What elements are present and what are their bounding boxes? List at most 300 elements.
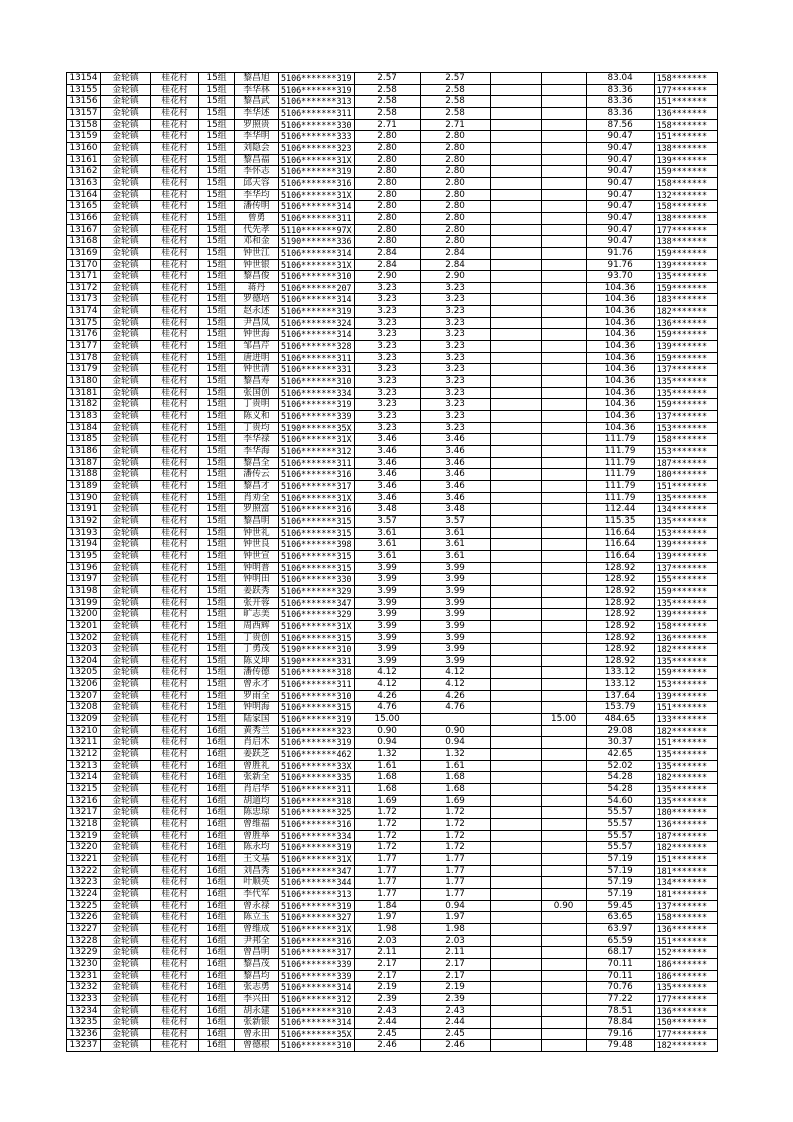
cell-amount: 57.19	[586, 865, 654, 877]
cell-area: 1.77	[354, 853, 420, 865]
cell-row-number: 13203	[67, 644, 101, 656]
cell-village: 桂花村	[151, 84, 199, 96]
cell-id-number: 5106*******319	[279, 737, 355, 749]
cell-area-a: 2.58	[420, 96, 490, 108]
cell-id-number: 5106*******339	[279, 970, 355, 982]
cell-township: 金轮镇	[101, 317, 151, 329]
cell-group: 15组	[199, 620, 235, 632]
cell-amount: 104.36	[586, 306, 654, 318]
cell-township: 金轮镇	[101, 434, 151, 446]
cell-row-number: 13234	[67, 1005, 101, 1017]
cell-name: 丁贵均	[235, 422, 279, 434]
table-row	[67, 562, 718, 574]
cell-phone: 158*******	[654, 434, 717, 446]
cell-row-number: 13196	[67, 562, 101, 574]
cell-group: 16组	[199, 935, 235, 947]
cell-group: 15组	[199, 387, 235, 399]
cell-group: 16组	[199, 772, 235, 784]
cell-area-a: 2.39	[420, 993, 490, 1005]
cell-group: 15组	[199, 201, 235, 213]
cell-name: 曾德根	[235, 1040, 279, 1052]
cell-phone: 151*******	[654, 131, 717, 143]
cell-group: 15组	[199, 177, 235, 189]
cell-amount: 104.36	[586, 387, 654, 399]
cell-area-a: 2.80	[420, 131, 490, 143]
cell-group: 15组	[199, 119, 235, 131]
cell-area: 2.90	[354, 271, 420, 283]
table-row	[67, 364, 718, 376]
cell-phone: 159*******	[654, 247, 717, 259]
cell-area-b	[490, 993, 541, 1005]
cell-row-number: 13180	[67, 376, 101, 388]
cell-village: 桂花村	[151, 749, 199, 761]
cell-id-number: 5106*******312	[279, 446, 355, 458]
cell-group: 16组	[199, 888, 235, 900]
cell-area: 1.72	[354, 830, 420, 842]
cell-village: 桂花村	[151, 236, 199, 248]
cell-area-b	[490, 446, 541, 458]
cell-township: 金轮镇	[101, 84, 151, 96]
cell-id-number: 5106*******330	[279, 119, 355, 131]
cell-id-number: 5106*******31X	[279, 853, 355, 865]
cell-area: 3.99	[354, 609, 420, 621]
cell-amount: 133.12	[586, 679, 654, 691]
cell-row-number: 13233	[67, 993, 101, 1005]
table-row	[67, 119, 718, 131]
cell-village: 桂花村	[151, 807, 199, 819]
cell-id-number: 5106*******311	[279, 352, 355, 364]
cell-id-number: 5106*******315	[279, 702, 355, 714]
cell-name: 钟明普	[235, 562, 279, 574]
cell-area: 3.99	[354, 620, 420, 632]
cell-township: 金轮镇	[101, 247, 151, 259]
cell-township: 金轮镇	[101, 550, 151, 562]
cell-township: 金轮镇	[101, 166, 151, 178]
table-row	[67, 73, 718, 85]
cell-township: 金轮镇	[101, 842, 151, 854]
cell-area-a: 3.48	[420, 504, 490, 516]
cell-area-c	[541, 912, 586, 924]
cell-phone: 139*******	[654, 539, 717, 551]
cell-name: 曾胜礼	[235, 760, 279, 772]
cell-area: 3.23	[354, 341, 420, 353]
cell-area: 2.80	[354, 201, 420, 213]
cell-phone: 135*******	[654, 271, 717, 283]
cell-id-number: 5106*******319	[279, 399, 355, 411]
cell-area-c	[541, 550, 586, 562]
cell-area-c	[541, 84, 586, 96]
cell-area-a: 3.99	[420, 632, 490, 644]
cell-group: 16组	[199, 853, 235, 865]
cell-area-b	[490, 772, 541, 784]
cell-amount: 83.36	[586, 96, 654, 108]
cell-amount: 116.64	[586, 527, 654, 539]
cell-group: 16组	[199, 737, 235, 749]
table-row	[67, 317, 718, 329]
cell-area-a: 0.90	[420, 725, 490, 737]
cell-area-c	[541, 644, 586, 656]
cell-name: 曾昌明	[235, 947, 279, 959]
cell-id-number: 5190*******35X	[279, 422, 355, 434]
cell-township: 金轮镇	[101, 539, 151, 551]
cell-village: 桂花村	[151, 224, 199, 236]
cell-amount: 133.12	[586, 667, 654, 679]
cell-amount: 55.57	[586, 842, 654, 854]
cell-area: 2.44	[354, 1017, 420, 1029]
cell-area-b	[490, 457, 541, 469]
cell-row-number: 13213	[67, 760, 101, 772]
cell-group: 15组	[199, 131, 235, 143]
cell-amount: 128.92	[586, 597, 654, 609]
cell-row-number: 13236	[67, 1028, 101, 1040]
cell-amount: 70.11	[586, 958, 654, 970]
cell-amount: 115.35	[586, 515, 654, 527]
cell-amount: 70.76	[586, 982, 654, 994]
cell-area: 3.99	[354, 655, 420, 667]
cell-village: 桂花村	[151, 585, 199, 597]
cell-township: 金轮镇	[101, 119, 151, 131]
cell-id-number: 5106*******319	[279, 84, 355, 96]
cell-group: 16组	[199, 947, 235, 959]
cell-amount: 57.19	[586, 877, 654, 889]
cell-area-b	[490, 434, 541, 446]
cell-village: 桂花村	[151, 923, 199, 935]
cell-phone: 153*******	[654, 446, 717, 458]
cell-village: 桂花村	[151, 212, 199, 224]
cell-township: 金轮镇	[101, 597, 151, 609]
cell-area-a: 3.23	[420, 411, 490, 423]
table-row	[67, 166, 718, 178]
cell-phone: 136*******	[654, 632, 717, 644]
cell-area: 1.69	[354, 795, 420, 807]
cell-area-b	[490, 1017, 541, 1029]
cell-name: 尹昌凤	[235, 317, 279, 329]
cell-area: 2.80	[354, 142, 420, 154]
cell-row-number: 13210	[67, 725, 101, 737]
cell-id-number: 5106*******317	[279, 947, 355, 959]
cell-amount: 104.36	[586, 329, 654, 341]
cell-row-number: 13217	[67, 807, 101, 819]
cell-phone: 182*******	[654, 644, 717, 656]
cell-amount: 54.28	[586, 784, 654, 796]
cell-village: 桂花村	[151, 189, 199, 201]
cell-name: 钟世宣	[235, 550, 279, 562]
cell-township: 金轮镇	[101, 446, 151, 458]
cell-group: 16组	[199, 784, 235, 796]
cell-id-number: 5106*******312	[279, 993, 355, 1005]
cell-area-a: 0.94	[420, 737, 490, 749]
cell-amount: 68.17	[586, 947, 654, 959]
cell-amount: 42.65	[586, 749, 654, 761]
cell-name: 肖劝全	[235, 492, 279, 504]
cell-area-a: 3.61	[420, 527, 490, 539]
cell-township: 金轮镇	[101, 329, 151, 341]
cell-village: 桂花村	[151, 760, 199, 772]
cell-village: 桂花村	[151, 819, 199, 831]
cell-area-b	[490, 609, 541, 621]
cell-area: 1.72	[354, 807, 420, 819]
cell-amount: 70.11	[586, 970, 654, 982]
cell-name: 胡永建	[235, 1005, 279, 1017]
cell-township: 金轮镇	[101, 737, 151, 749]
cell-group: 15组	[199, 189, 235, 201]
cell-phone: 152*******	[654, 947, 717, 959]
cell-area-b	[490, 877, 541, 889]
cell-area-a: 1.72	[420, 830, 490, 842]
cell-village: 桂花村	[151, 912, 199, 924]
cell-row-number: 13161	[67, 154, 101, 166]
cell-row-number: 13224	[67, 888, 101, 900]
cell-township: 金轮镇	[101, 760, 151, 772]
cell-amount: 104.36	[586, 341, 654, 353]
cell-area-c	[541, 492, 586, 504]
cell-area: 3.23	[354, 352, 420, 364]
cell-village: 桂花村	[151, 877, 199, 889]
cell-area: 3.61	[354, 527, 420, 539]
cell-village: 桂花村	[151, 1028, 199, 1040]
cell-area-b	[490, 923, 541, 935]
cell-phone: 187*******	[654, 830, 717, 842]
cell-township: 金轮镇	[101, 282, 151, 294]
cell-group: 15组	[199, 667, 235, 679]
cell-township: 金轮镇	[101, 993, 151, 1005]
table-row	[67, 446, 718, 458]
cell-phone: 137*******	[654, 900, 717, 912]
cell-group: 15组	[199, 376, 235, 388]
cell-row-number: 13154	[67, 73, 101, 85]
cell-village: 桂花村	[151, 795, 199, 807]
cell-area-c	[541, 1017, 586, 1029]
cell-amount: 104.36	[586, 317, 654, 329]
cell-name: 黎昌寿	[235, 376, 279, 388]
cell-village: 桂花村	[151, 772, 199, 784]
cell-area-c	[541, 807, 586, 819]
cell-id-number: 5106*******315	[279, 527, 355, 539]
cell-area-b	[490, 842, 541, 854]
cell-area-c	[541, 1028, 586, 1040]
cell-township: 金轮镇	[101, 364, 151, 376]
cell-village: 桂花村	[151, 504, 199, 516]
table-row	[67, 154, 718, 166]
cell-village: 桂花村	[151, 714, 199, 726]
cell-area: 2.80	[354, 236, 420, 248]
cell-area-c	[541, 1005, 586, 1017]
cell-name: 丁贵明	[235, 399, 279, 411]
cell-phone: 135*******	[654, 655, 717, 667]
table-row	[67, 644, 718, 656]
cell-name: 张开蓉	[235, 597, 279, 609]
table-row	[67, 84, 718, 96]
cell-amount: 128.92	[586, 585, 654, 597]
cell-area-a: 3.99	[420, 644, 490, 656]
cell-area-a: 3.23	[420, 364, 490, 376]
cell-village: 桂花村	[151, 632, 199, 644]
cell-phone: 135*******	[654, 795, 717, 807]
cell-row-number: 13159	[67, 131, 101, 143]
cell-area-b	[490, 819, 541, 831]
cell-name: 黎昌茂	[235, 958, 279, 970]
cell-amount: 116.64	[586, 550, 654, 562]
cell-phone: 136*******	[654, 923, 717, 935]
cell-area: 4.26	[354, 690, 420, 702]
cell-row-number: 13195	[67, 550, 101, 562]
cell-name: 张新银	[235, 1017, 279, 1029]
cell-group: 16组	[199, 725, 235, 737]
cell-area: 2.71	[354, 119, 420, 131]
cell-id-number: 5190*******331	[279, 655, 355, 667]
cell-amount: 93.70	[586, 271, 654, 283]
cell-area-c	[541, 853, 586, 865]
table-row	[67, 655, 718, 667]
cell-phone: 151*******	[654, 853, 717, 865]
cell-area-a: 3.23	[420, 294, 490, 306]
cell-amount: 104.36	[586, 422, 654, 434]
cell-area-b	[490, 620, 541, 632]
cell-area-c	[541, 819, 586, 831]
cell-area-b	[490, 539, 541, 551]
cell-id-number: 5106*******311	[279, 784, 355, 796]
cell-area-b	[490, 749, 541, 761]
cell-name: 钟世清	[235, 364, 279, 376]
cell-area-b	[490, 271, 541, 283]
table-row	[67, 376, 718, 388]
cell-village: 桂花村	[151, 784, 199, 796]
cell-area-c	[541, 609, 586, 621]
cell-row-number: 13205	[67, 667, 101, 679]
cell-area: 3.46	[354, 469, 420, 481]
cell-group: 16组	[199, 993, 235, 1005]
cell-row-number: 13216	[67, 795, 101, 807]
cell-area-c	[541, 865, 586, 877]
cell-area: 3.23	[354, 329, 420, 341]
cell-id-number: 5106*******334	[279, 830, 355, 842]
cell-township: 金轮镇	[101, 96, 151, 108]
cell-name: 罗德培	[235, 294, 279, 306]
cell-group: 16组	[199, 900, 235, 912]
cell-area-a: 0.94	[420, 900, 490, 912]
cell-amount: 137.64	[586, 690, 654, 702]
cell-id-number: 5190*******310	[279, 644, 355, 656]
cell-row-number: 13190	[67, 492, 101, 504]
cell-township: 金轮镇	[101, 853, 151, 865]
cell-area-c	[541, 411, 586, 423]
cell-id-number: 5106*******31X	[279, 259, 355, 271]
cell-area-b	[490, 900, 541, 912]
cell-phone: 151*******	[654, 702, 717, 714]
cell-area: 2.80	[354, 154, 420, 166]
cell-area: 2.58	[354, 96, 420, 108]
cell-name: 钟世海	[235, 329, 279, 341]
cell-group: 15组	[199, 585, 235, 597]
cell-row-number: 13198	[67, 585, 101, 597]
cell-area-b	[490, 422, 541, 434]
cell-id-number: 5106*******398	[279, 539, 355, 551]
cell-area-b	[490, 294, 541, 306]
cell-area-c	[541, 923, 586, 935]
cell-area: 3.99	[354, 562, 420, 574]
cell-area-b	[490, 189, 541, 201]
cell-phone: 139*******	[654, 341, 717, 353]
cell-township: 金轮镇	[101, 900, 151, 912]
cell-group: 15组	[199, 690, 235, 702]
cell-id-number: 5106*******31X	[279, 492, 355, 504]
cell-row-number: 13189	[67, 480, 101, 492]
cell-amount: 29.08	[586, 725, 654, 737]
table-row	[67, 434, 718, 446]
cell-row-number: 13194	[67, 539, 101, 551]
cell-amount: 77.22	[586, 993, 654, 1005]
cell-row-number: 13208	[67, 702, 101, 714]
cell-area: 2.80	[354, 224, 420, 236]
cell-row-number: 13163	[67, 177, 101, 189]
cell-township: 金轮镇	[101, 142, 151, 154]
cell-row-number: 13179	[67, 364, 101, 376]
table-row	[67, 480, 718, 492]
cell-phone: 150*******	[654, 1017, 717, 1029]
cell-group: 15组	[199, 539, 235, 551]
cell-row-number: 13220	[67, 842, 101, 854]
cell-phone: 180*******	[654, 807, 717, 819]
cell-area-c	[541, 107, 586, 119]
cell-area-c	[541, 294, 586, 306]
cell-area-b	[490, 784, 541, 796]
cell-area: 1.61	[354, 760, 420, 772]
cell-area-a: 2.80	[420, 189, 490, 201]
cell-village: 桂花村	[151, 574, 199, 586]
cell-group: 15组	[199, 329, 235, 341]
cell-area-b	[490, 142, 541, 154]
cell-phone: 183*******	[654, 294, 717, 306]
cell-area-c	[541, 527, 586, 539]
cell-area-b	[490, 131, 541, 143]
cell-area-a: 2.58	[420, 107, 490, 119]
cell-phone: 158*******	[654, 177, 717, 189]
cell-group: 15组	[199, 434, 235, 446]
cell-amount: 30.37	[586, 737, 654, 749]
cell-id-number: 5106*******462	[279, 749, 355, 761]
cell-row-number: 13221	[67, 853, 101, 865]
cell-area-b	[490, 399, 541, 411]
cell-amount: 128.92	[586, 609, 654, 621]
cell-row-number: 13192	[67, 515, 101, 527]
cell-group: 15组	[199, 422, 235, 434]
cell-name: 邹昌芹	[235, 341, 279, 353]
cell-area-b	[490, 166, 541, 178]
cell-area-c	[541, 667, 586, 679]
cell-amount: 111.79	[586, 469, 654, 481]
cell-township: 金轮镇	[101, 504, 151, 516]
cell-area-a: 4.26	[420, 690, 490, 702]
cell-village: 桂花村	[151, 259, 199, 271]
cell-id-number: 5106*******328	[279, 341, 355, 353]
cell-amount: 83.04	[586, 73, 654, 85]
cell-village: 桂花村	[151, 131, 199, 143]
cell-village: 桂花村	[151, 888, 199, 900]
cell-area-a: 3.23	[420, 399, 490, 411]
cell-area: 1.72	[354, 842, 420, 854]
cell-area-c	[541, 177, 586, 189]
cell-row-number: 13172	[67, 282, 101, 294]
cell-area-b	[490, 807, 541, 819]
cell-name: 刘隐会	[235, 142, 279, 154]
cell-phone: 134*******	[654, 877, 717, 889]
cell-area-b	[490, 492, 541, 504]
cell-amount: 104.36	[586, 411, 654, 423]
cell-id-number: 5106*******310	[279, 376, 355, 388]
cell-area-a: 1.97	[420, 912, 490, 924]
cell-name: 代先孝	[235, 224, 279, 236]
cell-group: 16组	[199, 982, 235, 994]
